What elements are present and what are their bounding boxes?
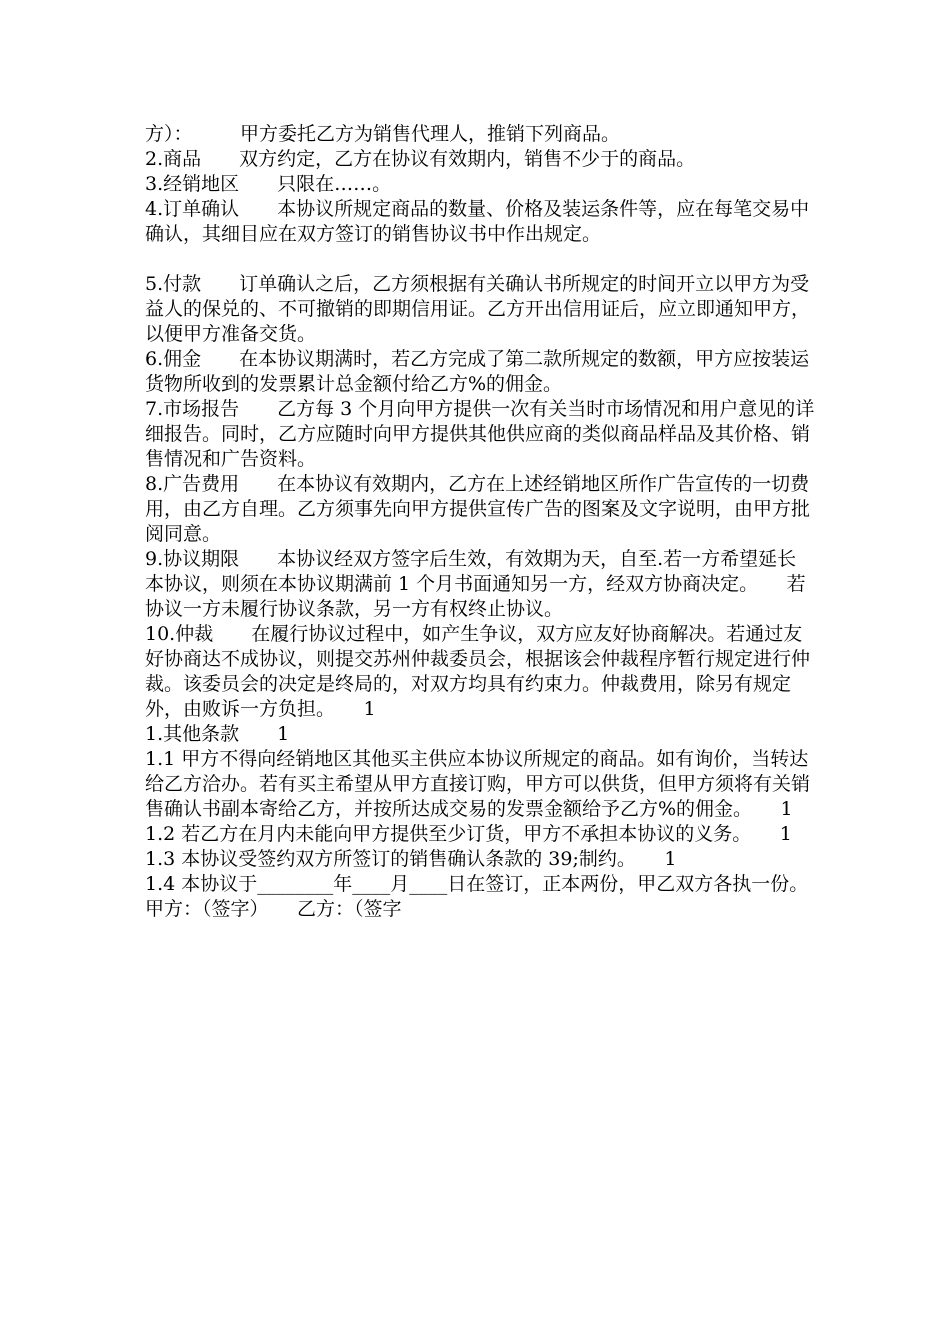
paragraph-payment: 5.付款 订单确认之后，乙方须根据有关确认书所规定的时间开立以甲方为受益人的保兑的、不可撤销的即期信用证。乙方开出信用证后，应立即通知甲方，以便甲方准备交货。 (145, 273, 811, 345)
paragraph-order-confirmation: 4.订单确认 本协议所规定商品的数量、价格及装运条件等，应在每笔交易中确认，其细目应在双方签订的销售协议书中作出规定。 (145, 198, 810, 245)
paragraph-advertising: 8.广告费用 在本协议有效期内，乙方在上述经销地区所作广告宣传的一切费用，由乙方自理。乙方须事先向甲方提供宣传广告的图案及文字说明，由甲方批阅同意。 (145, 473, 811, 545)
paragraph-goods: 2.商品 双方约定，乙方在协议有效期内，销售不少于的商品。 (145, 148, 696, 170)
paragraph-commission: 6.佣金 在本协议期满时，若乙方完成了第二款所规定的数额，甲方应按装运货物所收到的发票累计总金额付给乙方%的佣金。 (145, 348, 810, 395)
paragraph-territory: 3.经销地区 只限在……。 (145, 173, 392, 195)
paragraph-blank (145, 247, 815, 272)
paragraph-arbitration: 10.仲裁 在履行协议过程中，如产生争议，双方应友好协商解决。若通过友好协商达不成协议，则提交苏州仲裁委员会，根据该会仲裁程序暂行规定进行仲裁。该委员会的决定是终局的，对双方均具有约束力。仲裁费用，除另有规定外，由败诉一方负担。 1 (145, 623, 811, 720)
paragraph-term: 9.协议期限 本协议经双方签字后生效，有效期为天，自至.若一方希望延长本协议，则须在本协议期满前 1 个月书面通知另一方，经双方协商决定。 若协议一方未履行协议条款，另一方有权终止协议。 (145, 548, 806, 620)
paragraph-clause-1-4: 1.4 本协议于________年____月____日在签订，正本两份，甲乙双方各执一份。 甲方：（签字） 乙方：（签字 (145, 873, 837, 920)
paragraph-market-report: 7.市场报告 乙方每 3 个月向甲方提供一次有关当时市场情况和用户意见的详细报告。同时，乙方应随时向甲方提供其他供应商的类似商品样品及其价格、销售情况和广告资料。 (145, 398, 815, 470)
paragraph-intro: 方）： 甲方委托乙方为销售代理人，推销下列商品。 (145, 123, 621, 145)
paragraph-clause-1-3: 1.3 本协议受签约双方所签订的销售确认条款的 39;制约。 1 (145, 848, 677, 870)
paragraph-other-terms: 1.其他条款 1 (145, 723, 290, 745)
document-body (145, 122, 837, 922)
paragraph-clause-1-1: 1.1 甲方不得向经销地区其他买主供应本协议所规定的商品。如有询价，当转达给乙方洽办。若有买主希望从甲方直接订购，甲方可以供货，但甲方须将有关销售确认书副本寄给乙方，并按所达成交易的发票金额给予乙方%的佣金。 1 (145, 748, 811, 820)
paragraph-clause-1-2: 1.2 若乙方在月内未能向甲方提供至少订货，甲方不承担本协议的义务。 1 (145, 823, 792, 845)
